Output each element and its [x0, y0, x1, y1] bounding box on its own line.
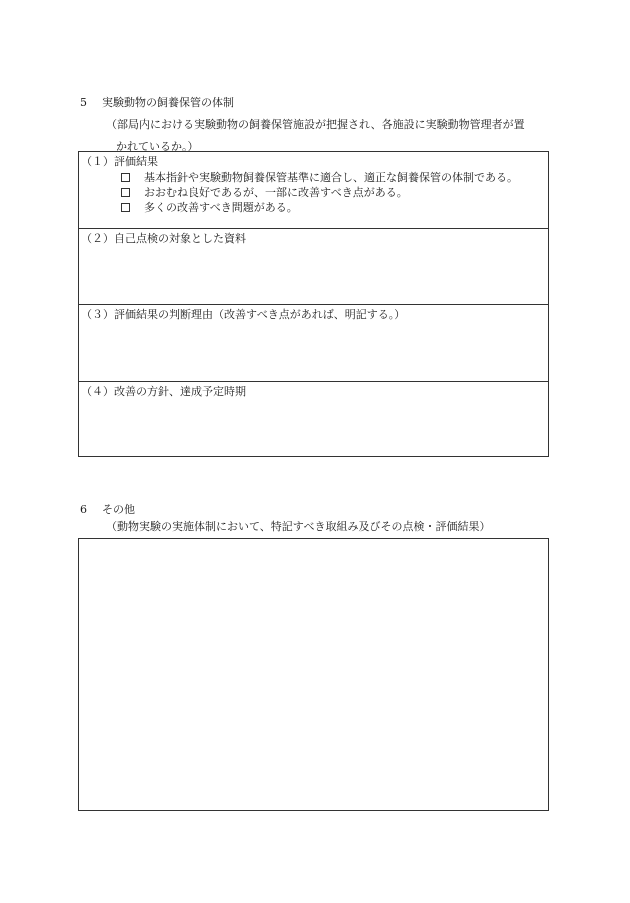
improvement-plan-label: （４）改善の方針、達成予定時期 — [81, 385, 246, 398]
checkbox-compliant[interactable] — [121, 173, 130, 182]
section-5-number: 5 — [80, 96, 87, 109]
section-5-title: 実験動物の飼養保管の体制 — [102, 96, 234, 109]
option-mostly-good-label: おおむね良好であるが、一部に改善すべき点がある。 — [144, 186, 408, 199]
section-5-note-line-1: （部局内における実験動物の飼養保管施設が把握され、各施設に実験動物管理者が置 — [106, 118, 525, 131]
checkbox-mostly-good[interactable] — [121, 188, 130, 197]
option-many-issues[interactable] — [121, 201, 298, 214]
option-compliant[interactable] — [121, 171, 518, 184]
judgment-reason-row[interactable] — [79, 305, 548, 382]
option-mostly-good[interactable] — [121, 186, 408, 199]
section-6-note: （動物実験の実施体制において、特記すべき取組み及びその点検・評価結果） — [106, 520, 491, 533]
evaluation-result-row — [79, 152, 548, 229]
evaluation-table — [78, 151, 549, 457]
section-5-heading — [80, 96, 234, 109]
improvement-plan-row[interactable] — [79, 382, 548, 457]
section-6-title: その他 — [102, 503, 135, 516]
section-5-note-line-2: かれているか。） — [116, 140, 199, 153]
option-many-issues-label: 多くの改善すべき問題がある。 — [144, 201, 298, 214]
section-6-heading — [80, 503, 135, 516]
option-compliant-label: 基本指針や実験動物飼養保管基準に適合し、適正な飼養保管の体制である。 — [144, 171, 518, 184]
section-6-number: 6 — [80, 503, 87, 516]
checkbox-many-issues[interactable] — [121, 203, 130, 212]
evaluation-result-label: （１）評価結果 — [81, 155, 158, 168]
inspected-materials-label: （２）自己点検の対象とした資料 — [81, 232, 246, 245]
inspected-materials-row[interactable] — [79, 229, 548, 305]
other-remarks-box[interactable] — [78, 538, 549, 811]
judgment-reason-label: （３）評価結果の判断理由（改善すべき点があれば、明記する。） — [81, 308, 406, 321]
